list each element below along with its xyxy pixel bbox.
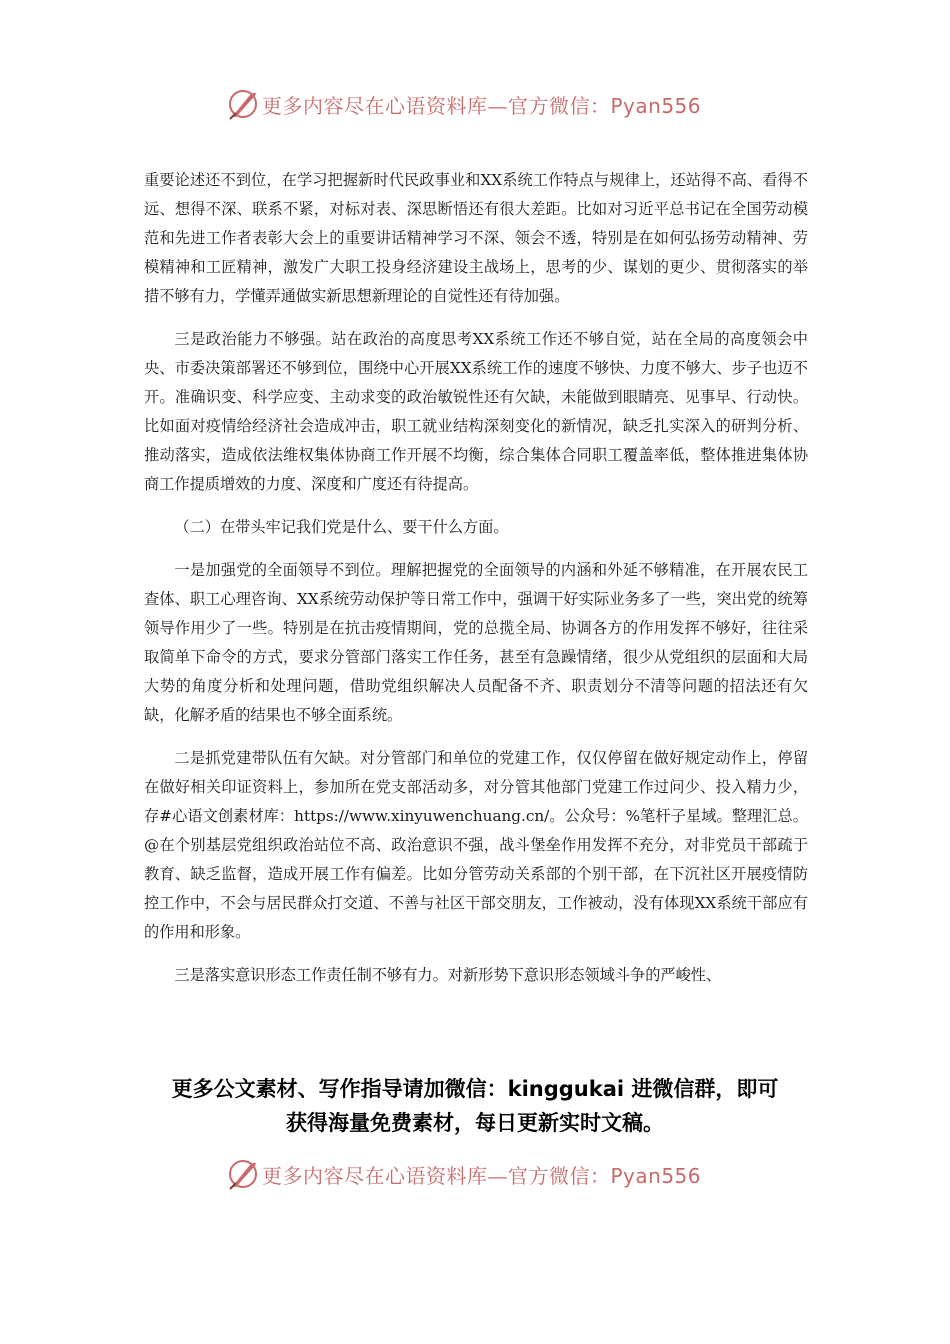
section-heading-2: （二）在带头牢记我们党是什么、要干什么方面。 [174, 518, 509, 536]
paragraph-ideology: 三是落实意识形态工作责任制不够有力。对新形势下意识形态领域斗争的严峻性、 [174, 966, 722, 984]
paragraph-political-ability: 三是政治能力不够强。站在政治的高度思考XX系统工作还不够自觉，站在全局的高度领会中央、市委决策部署还不够到位，围绕中心开展XX系统工作的速度不够快、力度不够大、步子也迈不开。准确识变、科学应变、主动求变的政治敏锐性还有欠缺，未能做到眼睛亮、见事早、行动快。比如面对疫情给经济社会造成冲击，职工就业结构深刻变化的新情况，缺乏扎实深入的研判分析、推动落实，造成依法维权集体协商工作开展不均衡，综合集体合同职工覆盖率低，整体推进集体协商工作提质增效的力度、深度和广度还有待提高。 [144, 330, 808, 493]
watermark-wechat-id: Pyan556 [610, 93, 702, 118]
quill-pen-logo-icon [226, 87, 260, 121]
paragraph-continuation: 重要论述还不到位，在学习把握新时代民政事业和XX系统工作特点与规律上，还站得不高、看得不远、想得不深、联系不紧，对标对表、深思断悟还有很大差距。比如对习近平总书记在全国劳动模范和先进工作者表彰大会上的重要讲话精神学习不深、领会不透，特别是在如何弘扬劳动精神、劳模精神和工匠精神，激发广大职工投身经济建设主战场上，思考的少、谋划的更少、贯彻落实的举措不够有力，学懂弄通做实新思想新理论的自觉性还有待加强。 [144, 171, 808, 305]
watermark-header [226, 86, 701, 122]
promo-banner [120, 1072, 830, 1140]
watermark-text: 更多内容尽在心语资料库—官方微信：Pyan556 [262, 93, 702, 118]
watermark-wechat-id: Pyan556 [610, 1163, 702, 1188]
document-body [144, 166, 808, 1004]
promo-line-2: 获得海量免费素材，每日更新实时文稿。 [286, 1111, 664, 1135]
promo-line-1: 更多公文素材、写作指导请加微信：kinggukai 进微信群，即可 [171, 1077, 779, 1101]
watermark-footer [226, 1156, 701, 1192]
quill-pen-logo-icon [226, 1157, 260, 1191]
paragraph-party-building: 二是抓党建带队伍有欠缺。对分管部门和单位的党建工作，仅仅停留在做好规定动作上，停留在做好相关印证资料上，参加所在党支部活动多，对分管其他部门党建工作过问少、投入精力少，存#心语文创素材库：https://www.xinyuwenchuang.cn/。公众号：%笔杆子星域。整理汇总。@在个别基层党组织政治站位不高、政治意识不强，战斗堡垒作用发挥不充分，对非党员干部疏于教育、缺乏监督，造成开展工作有偏差。比如分管劳动关系部的个别干部，在下沉社区开展疫情防控工作中，不会与居民群众打交道、不善与社区干部交朋友，工作被动，没有体现XX系统干部应有的作用和形象。 [144, 749, 808, 941]
paragraph-party-leadership: 一是加强党的全面领导不到位。理解把握党的全面领导的内涵和外延不够精准，在开展农民工查体、职工心理咨询、XX系统劳动保护等日常工作中，强调干好实际业务多了一些，突出党的统筹领导作用少了一些。特别是在抗击疫情期间，党的总揽全局、协调各方的作用发挥不够好，往往采取简单下命令的方式，要求分管部门落实工作任务，甚至有急躁情绪，很少从党组织的层面和大局大势的角度分析和处理问题，借助党组织解决人员配备不齐、职责划分不清等问题的招法还有欠缺，化解矛盾的结果也不够全面系统。 [144, 561, 808, 724]
watermark-text: 更多内容尽在心语资料库—官方微信：Pyan556 [262, 1163, 702, 1188]
